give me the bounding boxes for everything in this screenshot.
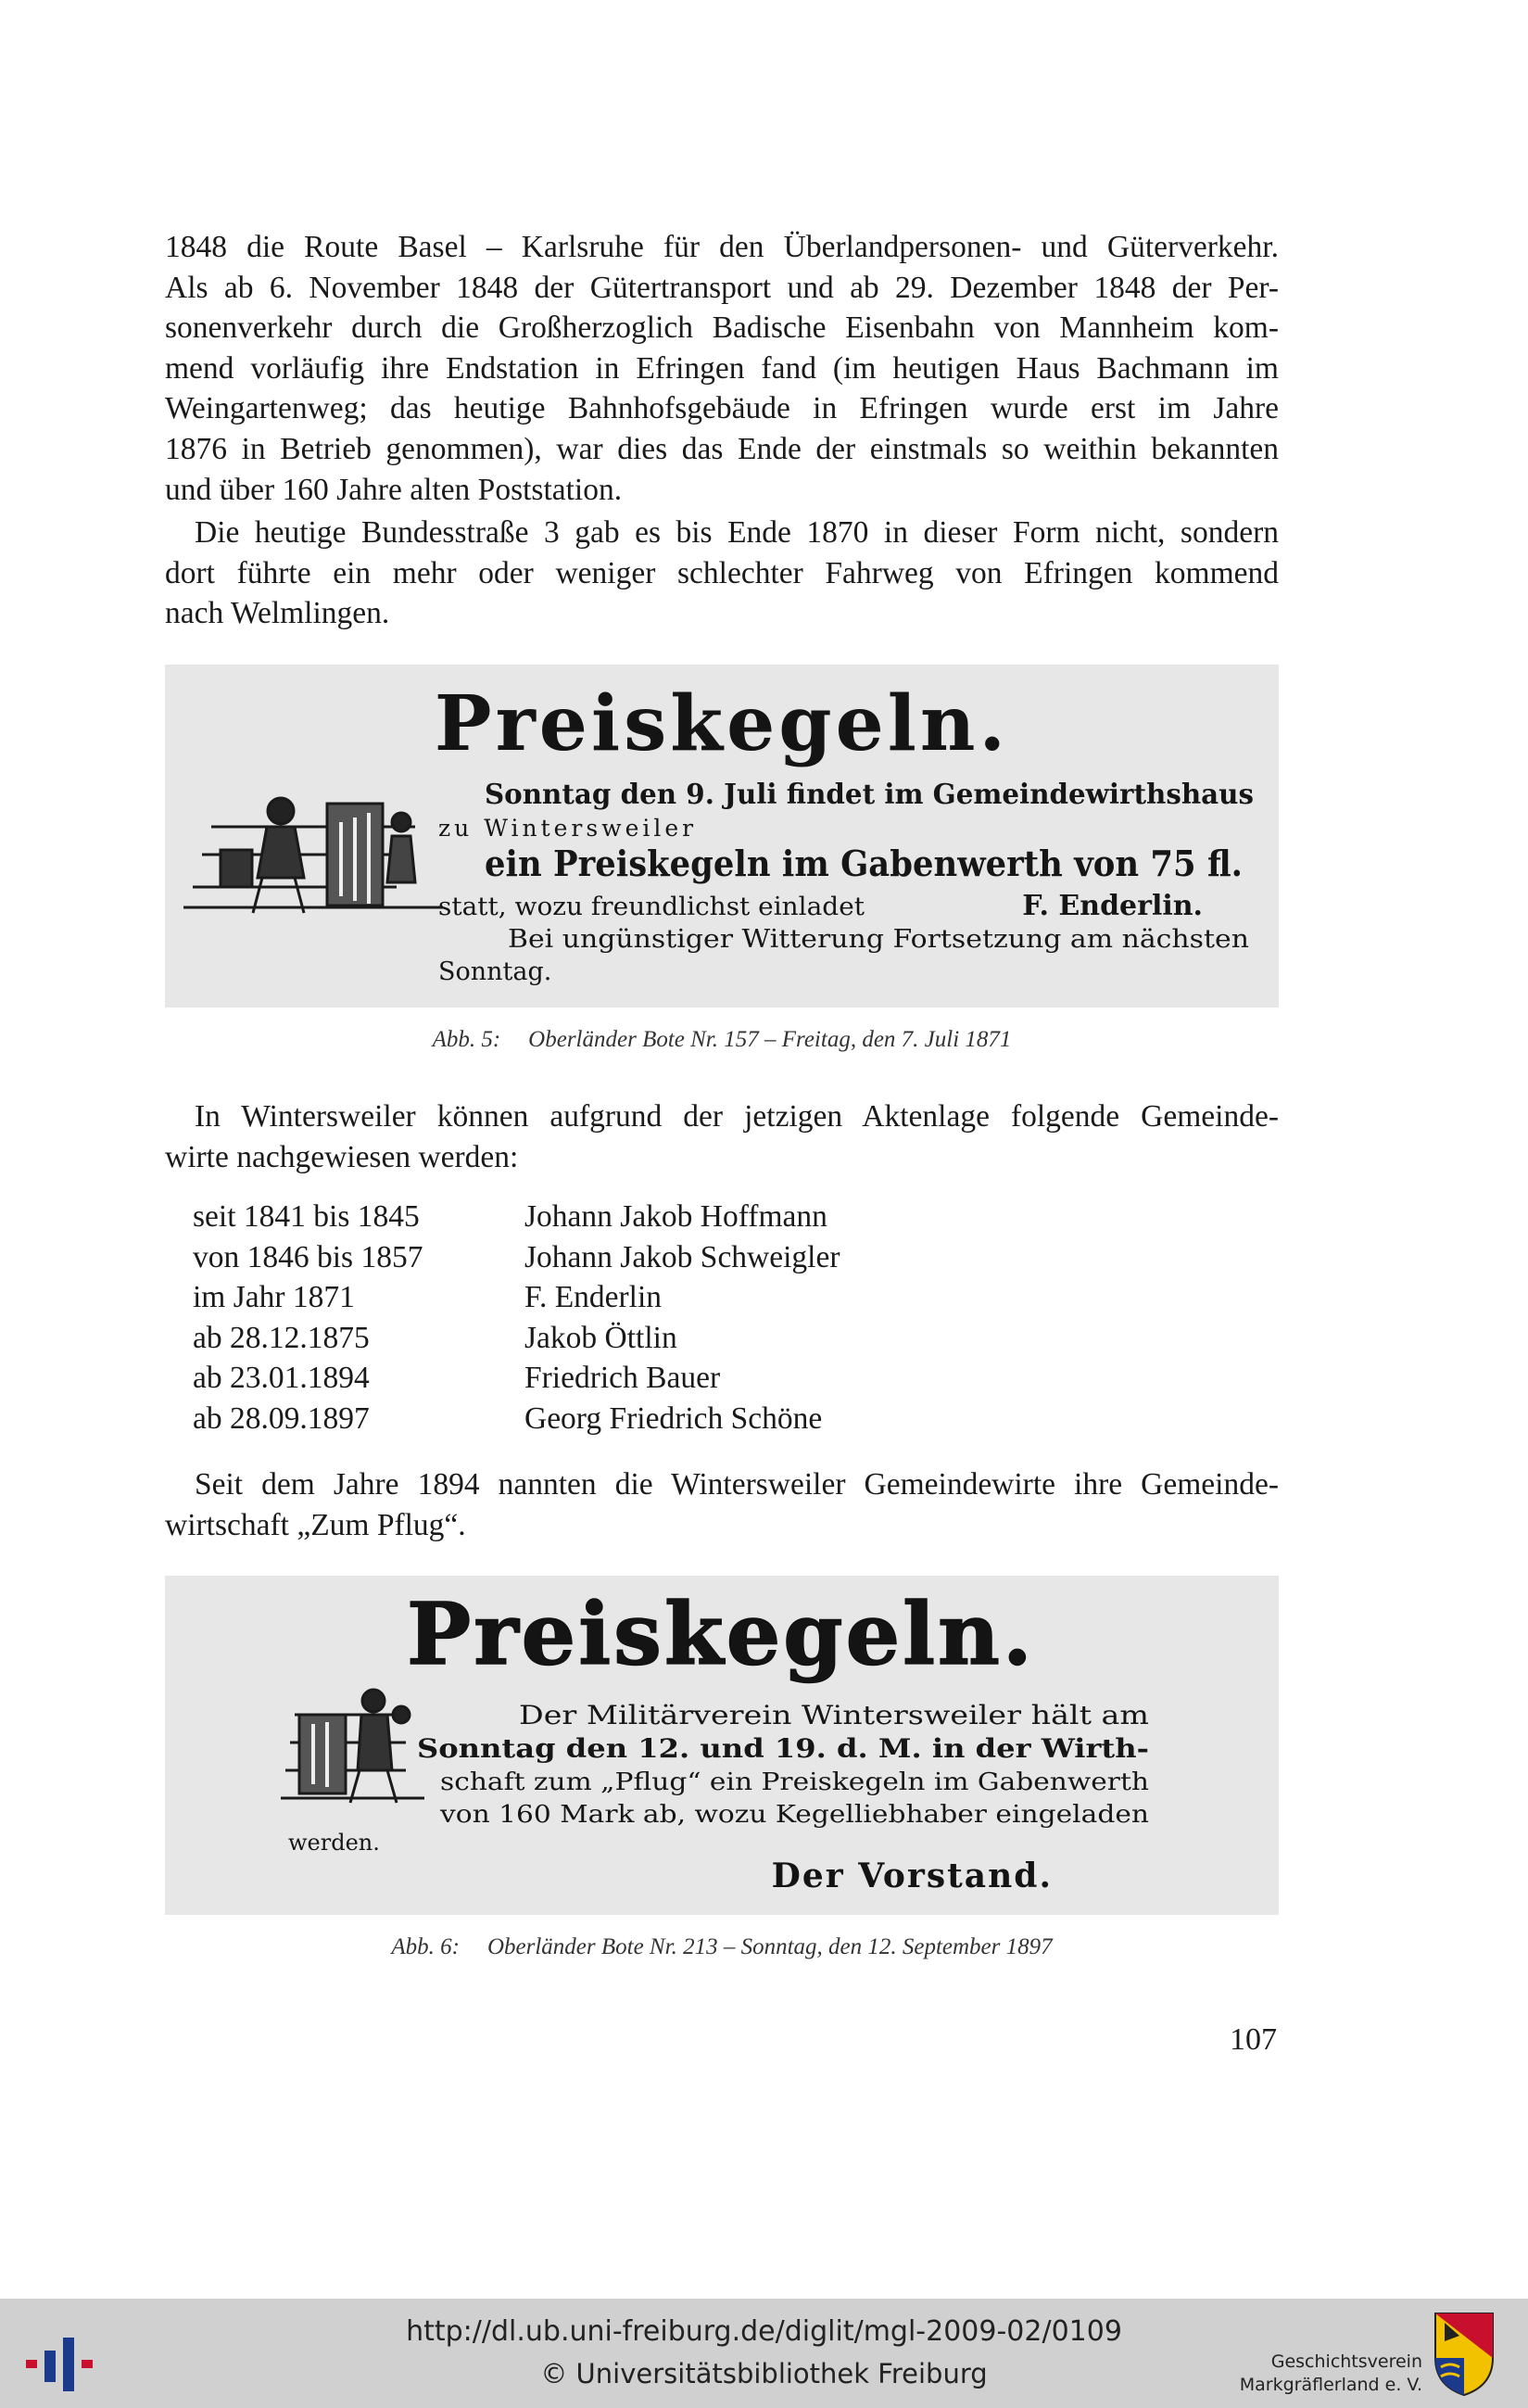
text-line: sonenverkehr durch die Großherzoglich Badische Eisenbahn von Mannheim kom-: [165, 311, 1279, 346]
text-line: 1848 die Route Basel – Karlsruhe für den Überlandpersonen- und Güterverkehr.: [165, 230, 1279, 264]
innkeeper-list: [193, 1197, 840, 1439]
figure-6-advertisement: [165, 1576, 1279, 1915]
text-line: 1876 in Betrieb genommen), war dies das Ende der einstmals so weithin bekannten: [165, 431, 1279, 466]
ad-line: statt, wozu freundlichst einladet: [438, 893, 865, 921]
innkeeper-name: Johann Jakob Schweigler: [524, 1239, 840, 1274]
ad-line: Sonntag.: [438, 957, 552, 986]
text-line: dort führte ein mehr oder weniger schlechter Fahrweg von Efringen kommend: [165, 555, 1279, 590]
copyright-notice: © Universitätsbibliothek Freiburg: [540, 2358, 988, 2389]
list-item: [193, 1277, 840, 1318]
text-line: Als ab 6. November 1848 der Gütertransport und ab 29. Dezember 1848 der Per-: [165, 270, 1279, 305]
figure-5-advertisement: [165, 665, 1279, 1008]
list-item: [193, 1197, 840, 1237]
permalink-url[interactable]: http://dl.ub.uni-freiburg.de/diglit/mgl-2009-02/0109: [406, 2315, 1122, 2348]
text-line: wirte nachgewiesen werden:: [165, 1139, 519, 1174]
innkeeper-name: Friedrich Bauer: [524, 1361, 721, 1396]
text-line: Weingartenweg; das heutige Bahnhofsgebäude in Efringen wurde erst im Jahre: [165, 391, 1279, 426]
innkeeper-name: F. Enderlin: [524, 1280, 663, 1315]
caption-text: Oberländer Bote Nr. 157 – Freitag, den 7. Juli 1871: [528, 1027, 1012, 1052]
ad-line: von 160 Mark ab, wozu Kegelliebhaber eingeladen: [438, 1801, 1150, 1829]
period: von 1846 bis 1857: [193, 1239, 423, 1274]
ad-signature: Der Vorstand.: [771, 1857, 1053, 1895]
ad-line: Bei ungünstiger Witterung Fortsetzung am nächsten: [508, 925, 1249, 954]
ad-headline: Preiskegeln.: [407, 1584, 1035, 1684]
ad-line: schaft zum „Pflug“ ein Preiskegeln im Gabenwerth: [440, 1768, 1150, 1796]
society-name: [1228, 2351, 1422, 2397]
ad-signature: F. Enderlin.: [1022, 890, 1203, 922]
period: im Jahr 1871: [193, 1280, 355, 1315]
text-line: nach Welmlingen.: [165, 596, 390, 631]
text-line: und über 160 Jahre alten Poststation.: [165, 472, 623, 507]
ad-line: Sonntag den 12. und 19. d. M. in der Wirth-: [417, 1733, 1149, 1764]
text-line: In Wintersweiler können aufgrund der jetzigen Aktenlage folgende Gemeinde-: [195, 1099, 1279, 1134]
caption-label: Abb. 6:: [391, 1934, 460, 1959]
ad-line: Sonntag den 9. Juli findet im Gemeindewirthshaus: [485, 779, 1254, 811]
ad-line: Der Militärverein Wintersweiler hält am: [519, 1700, 1149, 1730]
figure-6-caption: [165, 1934, 1279, 1960]
coat-of-arms-icon: [1432, 2310, 1496, 2398]
list-item: [193, 1237, 840, 1278]
ad-line: ein Preiskegeln im Gabenwerth von 75 fl.: [485, 843, 1243, 884]
kegel-scene-illustration: [183, 798, 443, 913]
period: seit 1841 bis 1845: [193, 1199, 420, 1234]
society-name-line: Markgräflerland e. V.: [1239, 2375, 1422, 2395]
list-item: [193, 1399, 840, 1439]
text-line: mend vorläufig ihre Endstation in Efringen fand (im heutigen Haus Bachmann im: [165, 350, 1279, 386]
period: ab 28.09.1897: [193, 1400, 370, 1436]
society-name-line: Geschichtsverein: [1270, 2351, 1422, 2372]
advertisement-1871-image: [165, 665, 1279, 1008]
page-number: 107: [1230, 2022, 1277, 2057]
innkeeper-name: Jakob Öttlin: [524, 1320, 677, 1355]
ad-headline: Preiskegeln.: [434, 679, 1010, 768]
innkeeper-name: Johann Jakob Hoffmann: [524, 1199, 827, 1234]
advertisement-1897-image: [165, 1576, 1279, 1915]
paragraph-gemeindewirte: [165, 1096, 1279, 1177]
list-item: [193, 1358, 840, 1399]
paragraph-bundesstrasse: [165, 513, 1279, 634]
list-item: [193, 1318, 840, 1359]
paragraph-zum-pflug: [165, 1464, 1279, 1545]
text-line: Die heutige Bundesstraße 3 gab es bis Ende 1870 in dieser Form nicht, sondern: [195, 515, 1279, 550]
kegel-scene-illustration: [281, 1690, 424, 1803]
library-footer: [0, 2299, 1528, 2408]
text-line: wirtschaft „Zum Pflug“.: [165, 1507, 466, 1542]
period: ab 28.12.1875: [193, 1320, 370, 1355]
innkeeper-name: Georg Friedrich Schöne: [524, 1400, 823, 1436]
caption-label: Abb. 5:: [432, 1027, 501, 1052]
text-line: Seit dem Jahre 1894 nannten die Wintersweiler Gemeindewirte ihre Gemeinde-: [195, 1467, 1279, 1502]
period: ab 23.01.1894: [193, 1361, 370, 1396]
ad-line: werden.: [288, 1830, 380, 1856]
ad-line: zu Wintersweiler: [438, 815, 698, 842]
figure-5-caption: [165, 1027, 1279, 1053]
caption-text: Oberländer Bote Nr. 213 – Sonntag, den 12. September 1897: [486, 1934, 1053, 1959]
paragraph-poststation: [165, 227, 1279, 510]
